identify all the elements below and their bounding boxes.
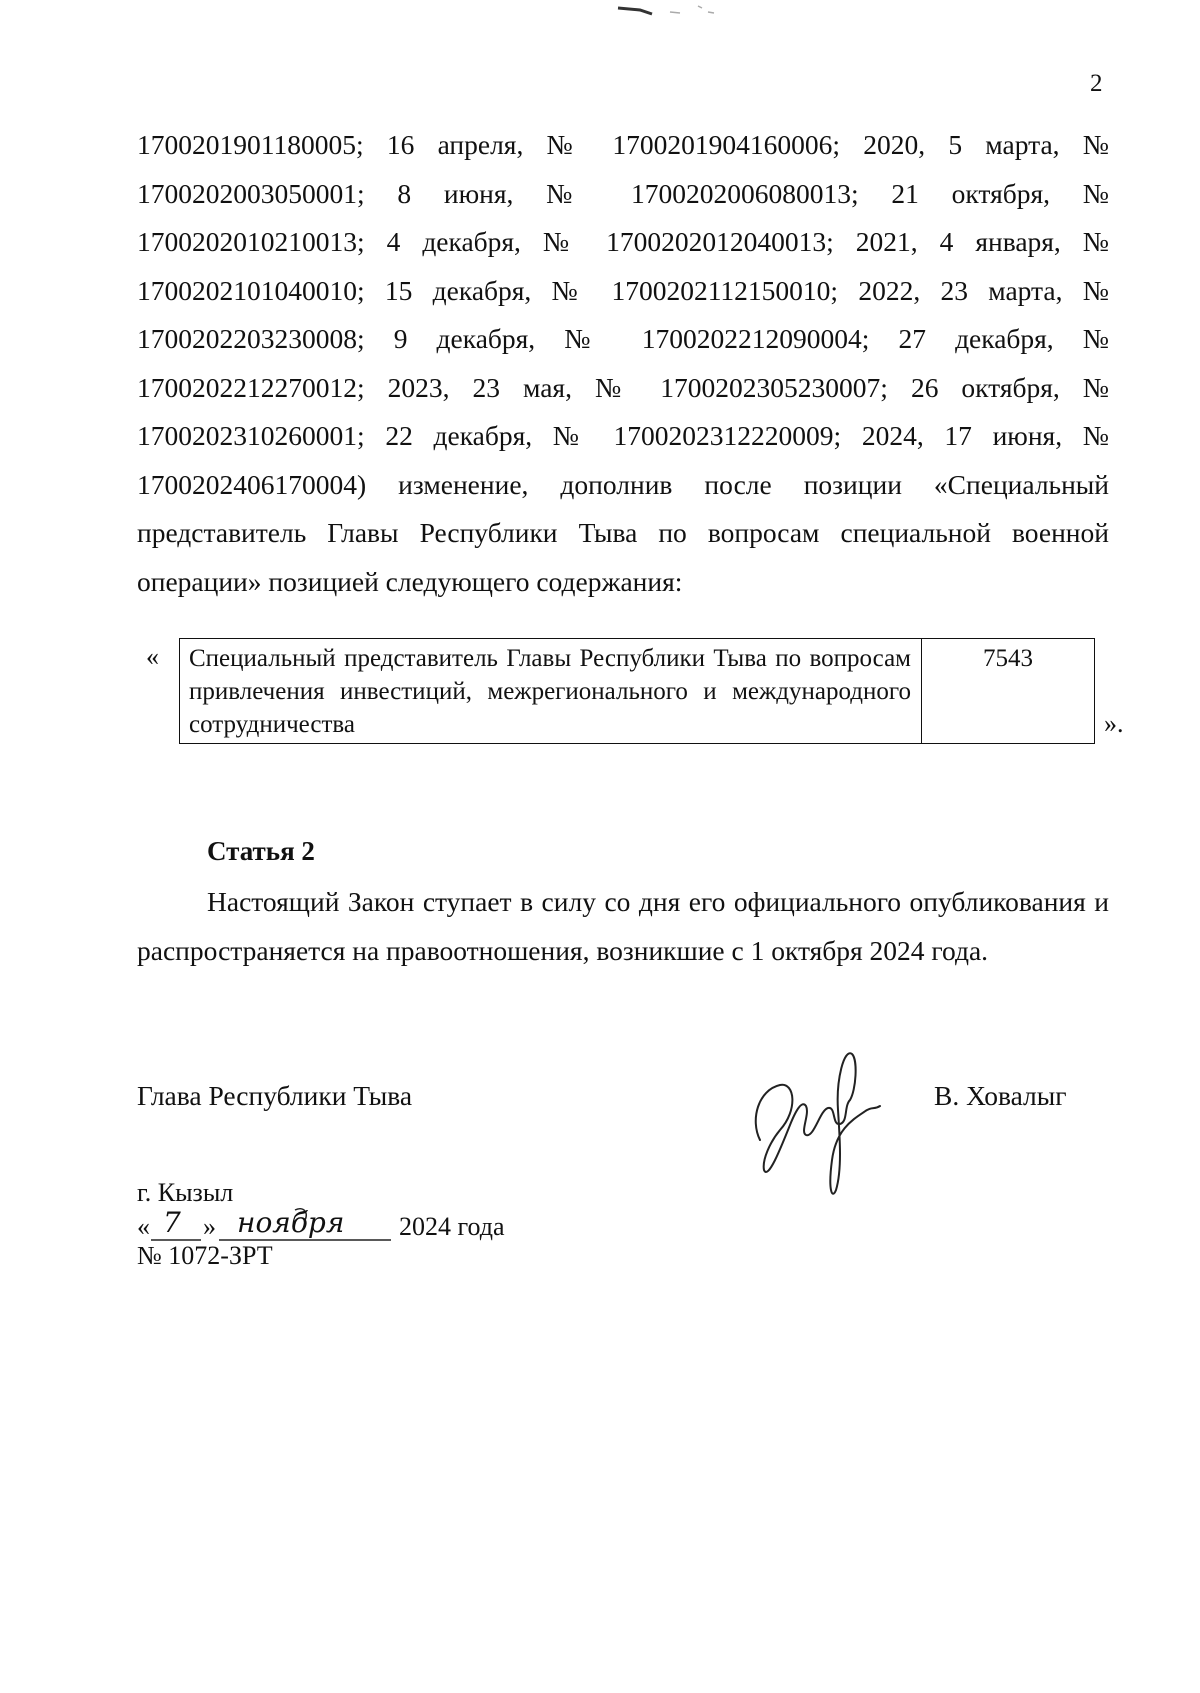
date-quote-open: « (137, 1212, 150, 1241)
handwritten-signature (740, 1040, 890, 1205)
article-text: Настоящий Закон ступает в силу со дня его официального опубликования и распространяется на правоотношения, возникшие с 1 октября 2024 года. (137, 886, 1109, 966)
position-code-cell: 7543 (922, 639, 1095, 744)
position-name-cell: Специальный представитель Главы Республики Тыва по вопросам привлечения инвестиций, межрегионального и международного сотрудничества (180, 639, 922, 744)
date-day-handwritten: 7 (163, 1206, 181, 1239)
signing-date (137, 1206, 537, 1246)
article-heading: Статья 2 (207, 836, 315, 866)
signer-title: Глава Республики Тыва (137, 1080, 413, 1111)
scan-artifact (600, 0, 740, 30)
table-closing-quote: ». (1104, 709, 1124, 738)
position-table (179, 638, 1095, 744)
date-year: 2024 года (399, 1212, 505, 1241)
table-opening-quote: « (146, 642, 159, 671)
table-row (180, 639, 1095, 744)
date-quote-close: » (203, 1212, 216, 1241)
law-number: № 1072-ЗРТ (137, 1241, 273, 1270)
body-paragraph: 1700201901180005; 16 апреля, № 1700201904160006; 2020, 5 марта, № 1700202003050001; 8 июня, № 1700202006080013; 21 октября, № 1700202010210013; 4 декабря, № 1700202012040013; 2021, 4 января, № 1700202101040010; 15 декабря, № 1700202112150010; 2022, 23 марта, № 1700202203230008; 9 декабря, № 1700202212090004; 27 декабря, № 1700202212270012; 2023, 23 мая, № 1700202305230007; 26 октября, № 1700202310260001; 22 декабря, № 1700202312220009; 2024, 17 июня, № 1700202406170004) изменение, дополнив после позиции «Специальный представитель Главы Республики Тыва по вопросам специальной военной операции» позицией следующего содержания: (137, 129, 1109, 597)
date-month-handwritten: ноября (237, 1206, 345, 1239)
page-number: 2 (1090, 70, 1103, 97)
place-of-signing: г. Кызыл (137, 1178, 234, 1207)
signer-name: В. Ховалыг (934, 1080, 1067, 1111)
